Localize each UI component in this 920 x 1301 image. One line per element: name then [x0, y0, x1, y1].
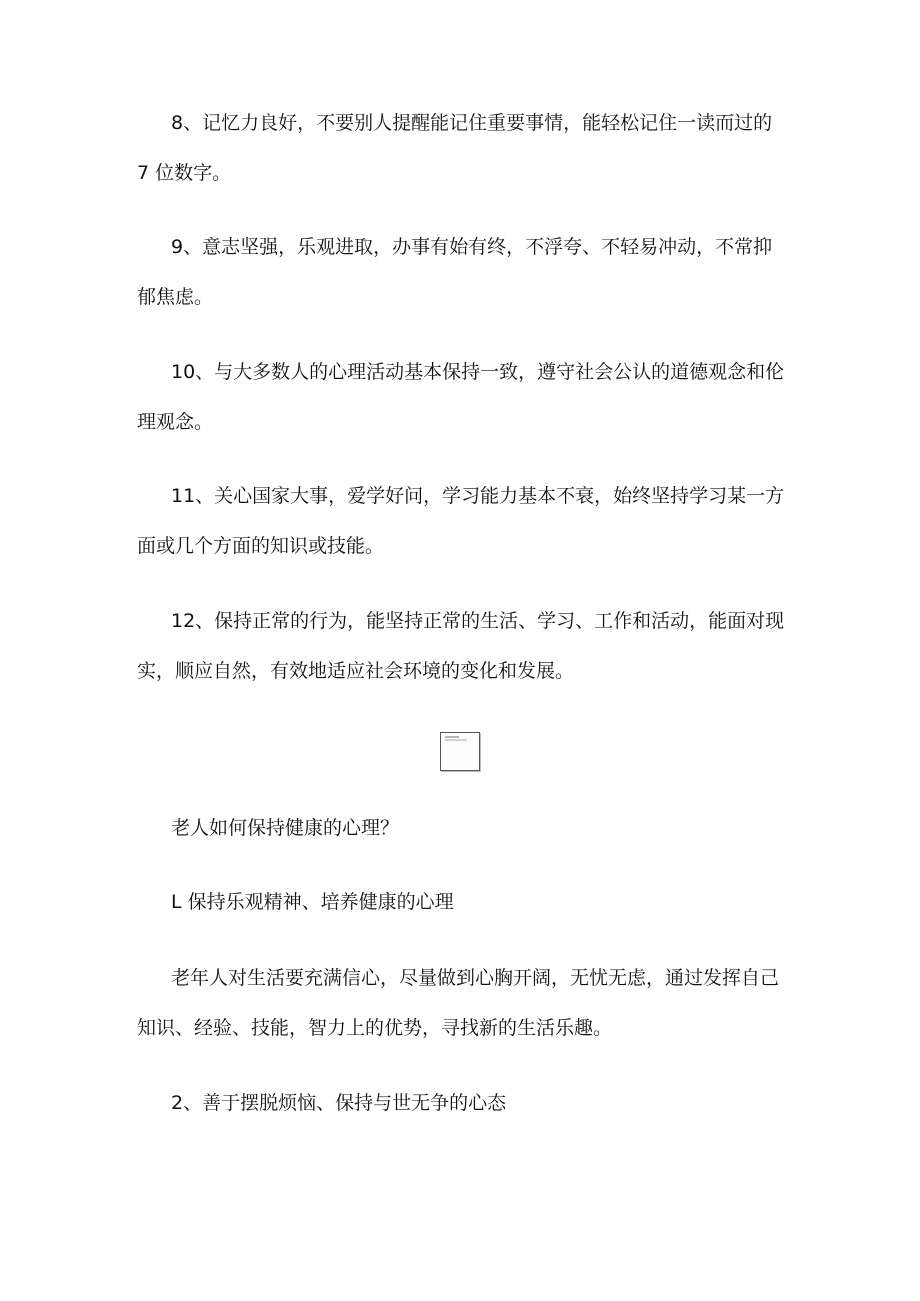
paragraph-item-10: 10、与大多数人的心理活动基本保持一致，遵守社会公认的道德观念和伦理观念。: [137, 361, 785, 433]
thumbnail-line-icon: [445, 736, 459, 738]
item-1-title: L 保持乐观精神、培养健康的心理: [171, 891, 454, 913]
item-1-body: 老年人对生活要充满信心，尽量做到心胸开阔，无忧无虑，通过发挥自己知识、经验、技能，智力上的优势，寻找新的生活乐趣。: [137, 967, 780, 1039]
paragraph-item-12: 12、保持正常的行为，能坚持正常的生活、学习、工作和活动，能面对现实，顺应自然，有效地适应社会环境的变化和发展。: [137, 610, 785, 682]
section-question-heading: 老人如何保持健康的心理？: [171, 817, 400, 839]
item-2-title: 2、善于摆脱烦恼、保持与世无争的心态: [171, 1092, 507, 1114]
embedded-image-thumbnail: [440, 732, 480, 771]
paragraph-item-9: 9、意志坚强，乐观进取，办事有始有终，不浮夸、不轻易冲动，不常抑郁焦虑。: [137, 236, 773, 308]
paragraph-item-11: 11、关心国家大事，爱学好问，学习能力基本不衰，始终坚持学习某一方面或几个方面的知识或技能。: [137, 485, 785, 557]
thumbnail-line-icon: [445, 739, 467, 741]
paragraph-item-8: 8、记忆力良好，不要别人提醒能记住重要事情，能轻松记住一读而过的 7 位数字。: [137, 112, 773, 184]
